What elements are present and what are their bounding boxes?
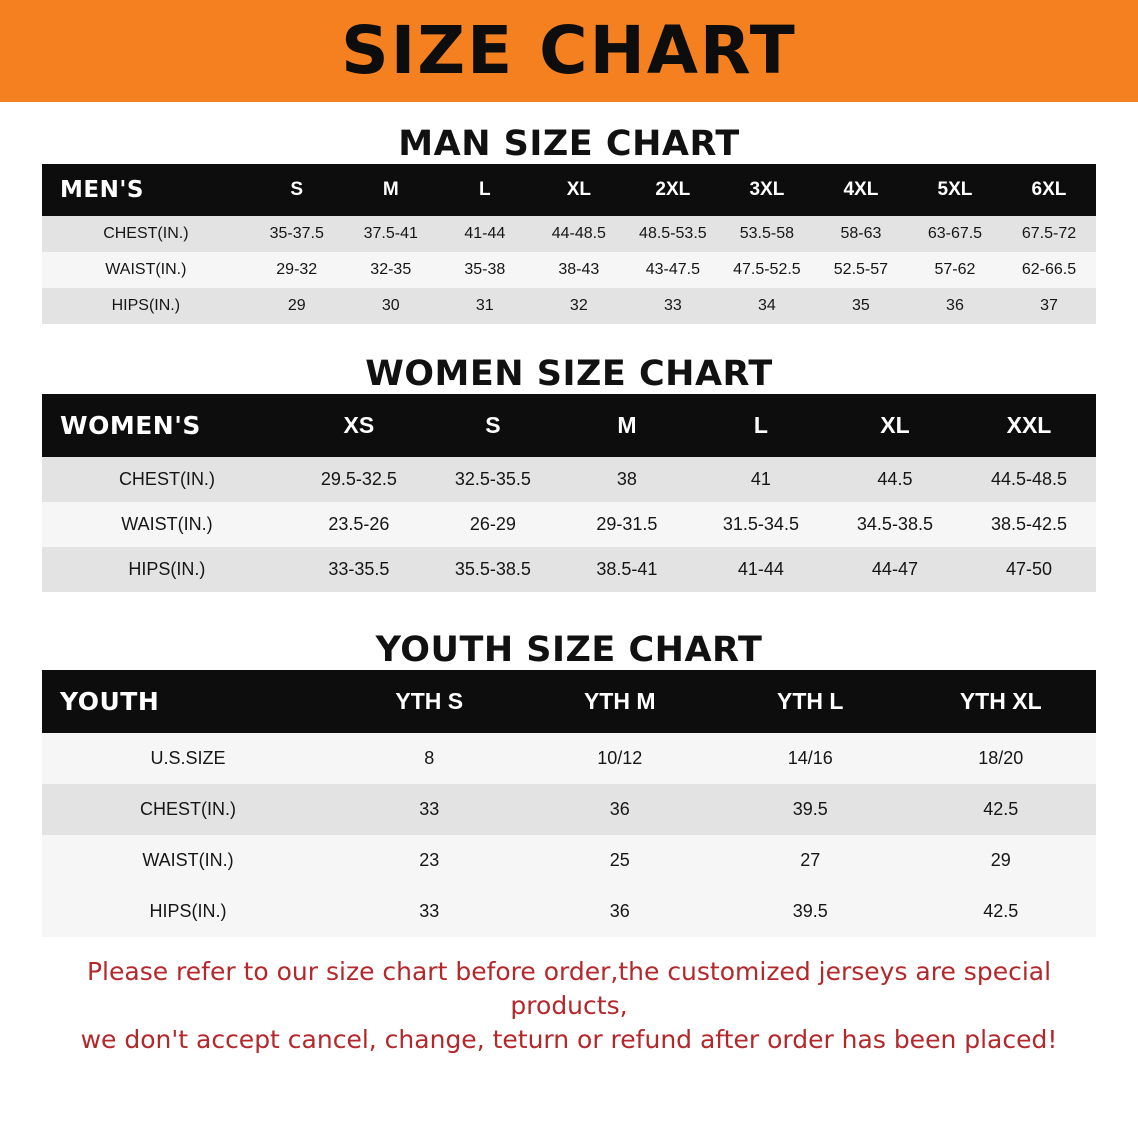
men-chest-m: 37.5-41 — [363, 225, 418, 242]
table-row — [42, 886, 1096, 937]
youth-table-wrap — [42, 670, 1096, 937]
table-row — [42, 784, 1096, 835]
men-hips-5xl: 36 — [946, 297, 964, 314]
youth-hips-m: 36 — [609, 901, 630, 921]
men-waist-2xl: 43-47.5 — [645, 261, 700, 278]
men-chest-s: 35-37.5 — [269, 225, 324, 242]
women-hips-l: 41-44 — [737, 559, 784, 579]
men-hips-xl: 32 — [569, 297, 588, 314]
women-col-4: L — [753, 412, 768, 438]
women-col-5: XL — [880, 412, 910, 438]
table-row — [42, 547, 1096, 592]
men-waist-4xl: 52.5-57 — [833, 261, 889, 278]
youth-col-4: YTH XL — [959, 688, 1042, 714]
youth-col-3: YTH L — [777, 688, 844, 714]
youth-chest-m: 36 — [609, 799, 630, 819]
table-row — [42, 502, 1096, 547]
women-row-label-hips: HIPS(IN.) — [128, 559, 206, 579]
women-col-6: XXL — [1006, 412, 1052, 438]
women-waist-m: 29-31.5 — [596, 514, 658, 534]
men-col-5: 2XL — [655, 179, 691, 200]
men-table-header — [42, 164, 1096, 216]
men-waist-xl: 38-43 — [558, 261, 600, 278]
men-chest-xl: 44-48.5 — [551, 225, 606, 242]
women-table-wrap — [42, 394, 1096, 592]
youth-ussize-s: 8 — [424, 748, 435, 768]
women-header-row — [42, 394, 1096, 457]
man-section-heading: MAN SIZE CHART — [398, 124, 740, 164]
men-hips-l: 31 — [475, 297, 494, 314]
men-row-label-waist: WAIST(IN.) — [105, 261, 187, 278]
youth-table-header — [42, 670, 1096, 733]
men-row-label-chest: CHEST(IN.) — [103, 225, 189, 242]
men-waist-5xl: 57-62 — [934, 261, 976, 278]
women-waist-s: 26-29 — [469, 514, 516, 534]
women-hips-m: 38.5-41 — [596, 559, 658, 579]
men-hips-4xl: 35 — [852, 297, 870, 314]
youth-chest-l: 39.5 — [792, 799, 828, 819]
women-hips-xxl: 47-50 — [1005, 559, 1052, 579]
men-chest-l: 41-44 — [464, 225, 506, 242]
youth-ussize-xl: 18/20 — [978, 748, 1024, 768]
men-col-2: M — [382, 179, 399, 200]
men-corner-label: MEN'S — [60, 177, 144, 203]
women-hips-s: 35.5-38.5 — [454, 559, 531, 579]
men-waist-m: 32-35 — [370, 261, 412, 278]
men-col-6: 3XL — [749, 179, 785, 200]
youth-col-2: YTH M — [583, 688, 656, 714]
banner — [0, 0, 1138, 102]
women-size-table — [42, 394, 1096, 592]
men-chest-2xl: 48.5-53.5 — [639, 225, 707, 242]
youth-waist-xl: 29 — [990, 850, 1011, 870]
women-col-3: M — [617, 412, 637, 438]
youth-waist-m: 25 — [609, 850, 630, 870]
men-waist-3xl: 47.5-52.5 — [733, 261, 801, 278]
men-hips-3xl: 34 — [757, 297, 776, 314]
men-col-3: L — [478, 179, 491, 200]
men-col-1: S — [290, 179, 304, 200]
women-table-header — [42, 394, 1096, 457]
youth-ussize-l: 14/16 — [787, 748, 833, 768]
men-row-label-hips: HIPS(IN.) — [111, 297, 181, 314]
man-table-wrap — [42, 164, 1096, 324]
women-row-label-chest: CHEST(IN.) — [118, 469, 215, 489]
youth-chest-s: 33 — [419, 799, 440, 819]
youth-row-label-hips: HIPS(IN.) — [149, 901, 227, 921]
men-chest-5xl: 63-67.5 — [927, 225, 983, 242]
youth-row-label-waist: WAIST(IN.) — [142, 850, 234, 870]
youth-waist-l: 27 — [800, 850, 821, 870]
men-chest-3xl: 53.5-58 — [739, 225, 795, 242]
youth-waist-s: 23 — [419, 850, 440, 870]
women-waist-xs: 23.5-26 — [328, 514, 390, 534]
table-row — [42, 216, 1096, 252]
women-table-body — [42, 457, 1096, 592]
men-col-4: XL — [566, 179, 591, 200]
youth-chest-xl: 42.5 — [983, 799, 1019, 819]
footer-note — [41, 955, 1097, 1056]
youth-header-row — [42, 670, 1096, 733]
women-row-label-waist: WAIST(IN.) — [121, 514, 213, 534]
women-corner-label: WOMEN'S — [60, 411, 201, 440]
men-chest-6xl: 67.5-72 — [1021, 225, 1077, 242]
women-waist-l: 31.5-34.5 — [722, 514, 799, 534]
women-hips-xs: 33-35.5 — [328, 559, 390, 579]
women-col-2: S — [485, 412, 501, 438]
men-hips-s: 29 — [287, 297, 306, 314]
women-chest-xs: 29.5-32.5 — [320, 469, 397, 489]
men-waist-l: 35-38 — [464, 261, 506, 278]
women-chest-xxl: 44.5-48.5 — [990, 469, 1067, 489]
youth-row-label-chest: CHEST(IN.) — [140, 799, 237, 819]
youth-col-1: YTH S — [395, 688, 464, 714]
women-chest-s: 32.5-35.5 — [454, 469, 531, 489]
youth-table-body — [42, 733, 1096, 937]
men-hips-m: 30 — [381, 297, 400, 314]
table-row — [42, 288, 1096, 324]
women-waist-xl: 34.5-38.5 — [856, 514, 933, 534]
men-chest-4xl: 58-63 — [840, 225, 882, 242]
men-col-7: 4XL — [843, 179, 879, 200]
table-row — [42, 457, 1096, 502]
women-chest-l: 41 — [750, 469, 771, 489]
page-title: SIZE CHART — [341, 12, 797, 89]
table-row — [42, 733, 1096, 784]
table-row — [42, 252, 1096, 288]
youth-ussize-m: 10/12 — [597, 748, 643, 768]
footer-note-line-1: Please refer to our size chart before order,the customized jerseys are special products, — [86, 957, 1052, 1020]
youth-corner-label: YOUTH — [60, 687, 160, 716]
youth-hips-l: 39.5 — [792, 901, 828, 921]
table-row — [42, 835, 1096, 886]
men-header-row — [42, 164, 1096, 216]
youth-hips-s: 33 — [419, 901, 440, 921]
men-table-body — [42, 216, 1096, 324]
men-waist-s: 29-32 — [276, 261, 318, 278]
women-chest-m: 38 — [616, 469, 637, 489]
women-waist-xxl: 38.5-42.5 — [990, 514, 1067, 534]
men-hips-6xl: 37 — [1040, 297, 1058, 314]
men-hips-2xl: 33 — [663, 297, 682, 314]
youth-hips-xl: 42.5 — [983, 901, 1019, 921]
men-col-8: 5XL — [937, 179, 973, 200]
women-hips-xl: 44-47 — [871, 559, 918, 579]
men-waist-6xl: 62-66.5 — [1021, 261, 1077, 278]
footer-note-line-2: we don't accept cancel, change, teturn or refund after order has been placed! — [80, 1024, 1058, 1054]
men-col-9: 6XL — [1031, 179, 1067, 200]
women-col-1: XS — [343, 412, 375, 438]
women-chest-xl: 44.5 — [877, 469, 913, 489]
youth-section-heading: YOUTH SIZE CHART — [375, 630, 763, 670]
youth-size-table — [42, 670, 1096, 937]
men-size-table — [42, 164, 1096, 324]
youth-row-label-ussize: U.S.SIZE — [150, 748, 226, 768]
women-section-heading: WOMEN SIZE CHART — [365, 354, 773, 394]
